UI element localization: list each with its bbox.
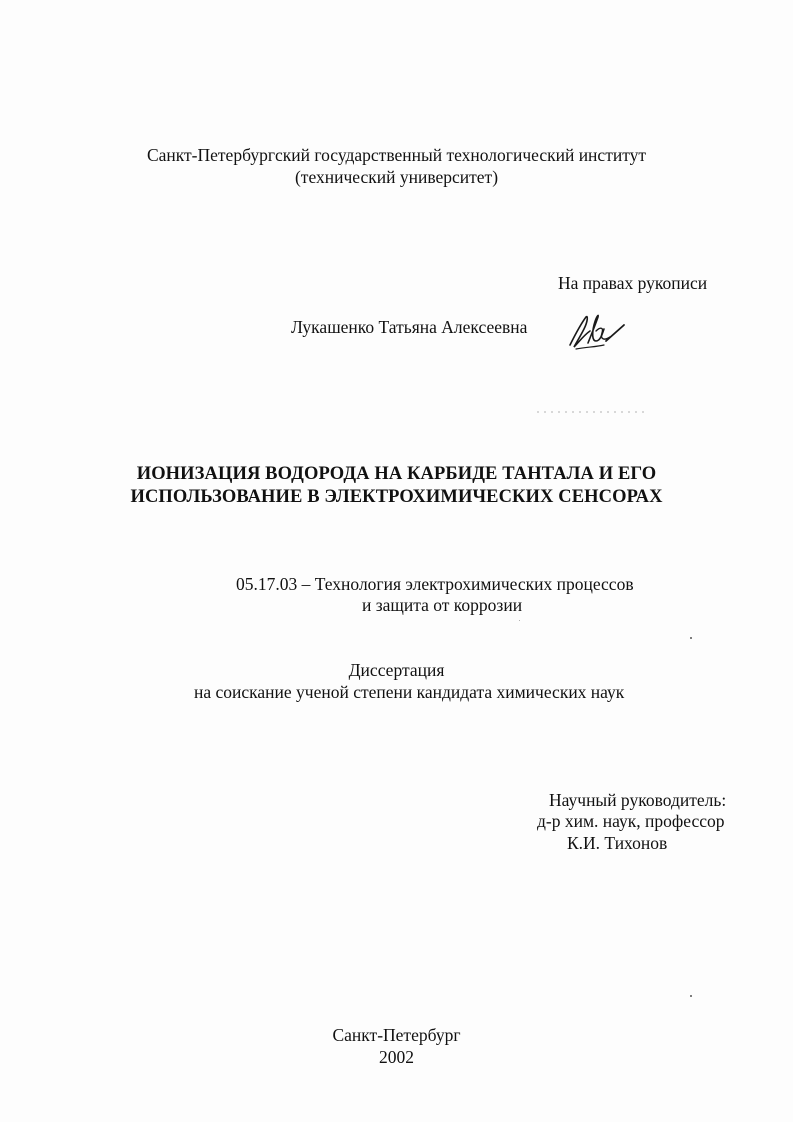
footer-city: Санкт-Петербург: [332, 1025, 461, 1045]
specialty-line-1: 05.17.03 – Технология электрохимических процессов: [236, 574, 634, 594]
degree-type: Диссертация: [348, 660, 445, 680]
manuscript-note: На правах рукописи: [558, 273, 708, 293]
title-line-2: ИСПОЛЬЗОВАНИЕ В ЭЛЕКТРОХИМИЧЕСКИХ СЕНСОРАХ: [130, 487, 663, 507]
signature-icon: [566, 307, 628, 355]
scan-speck: [690, 995, 692, 997]
footer-year: 2002: [379, 1047, 414, 1067]
institute-subtitle: (технический университет): [294, 167, 499, 187]
author-name: Лукашенко Татьяна Алексеевна: [291, 317, 528, 337]
supervisor-name: К.И. Тихонов: [567, 833, 668, 853]
title-line-1: ИОНИЗАЦИЯ ВОДОРОДА НА КАРБИДЕ ТАНТАЛА И ЕГО: [136, 464, 657, 484]
scan-speck: [519, 620, 520, 621]
supervisor-label: Научный руководитель:: [549, 790, 727, 810]
institute-name: Санкт-Петербургский государственный технологический институт: [146, 145, 647, 165]
supervisor-credentials: д-р хим. наук, профессор: [537, 811, 725, 831]
scan-artifact-dots: [537, 411, 647, 413]
degree-purpose: на соискание ученой степени кандидата химических наук: [194, 682, 625, 702]
scan-speck: [690, 637, 692, 639]
specialty-line-2: и защита от коррозии: [362, 595, 523, 615]
